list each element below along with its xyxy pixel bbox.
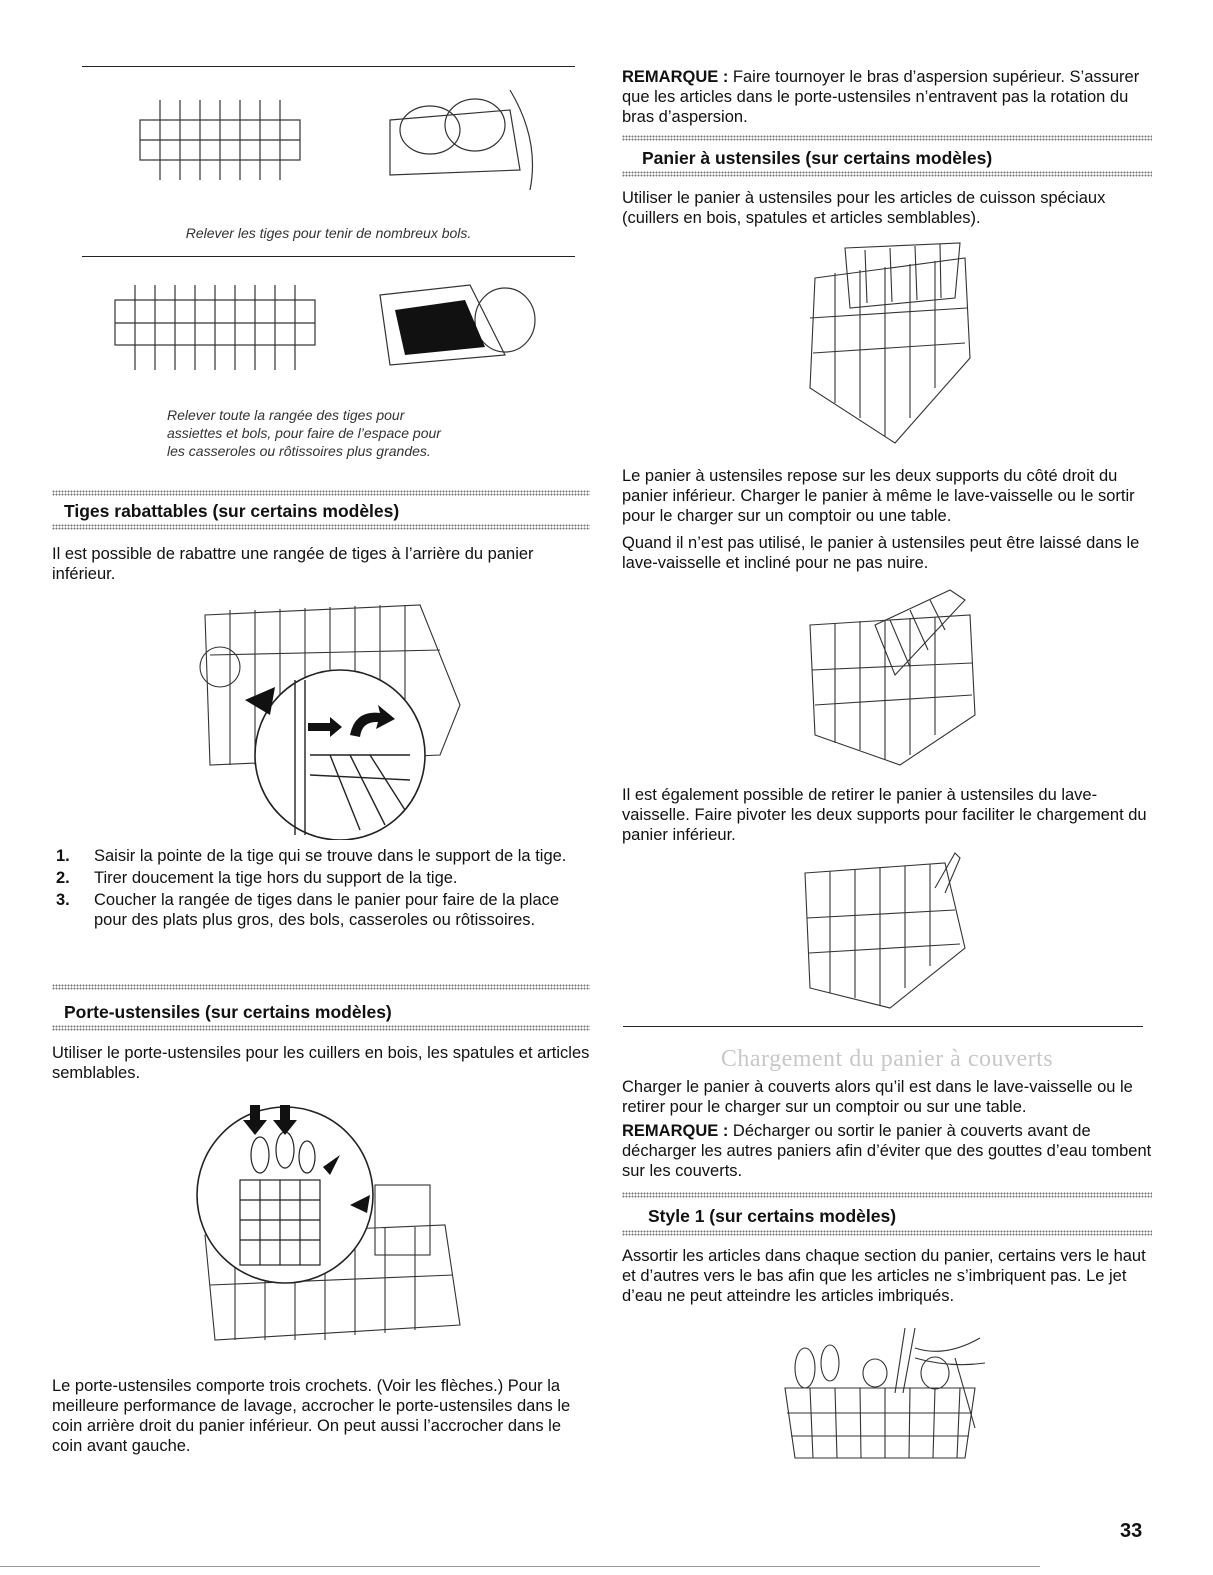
outro-porte-ustensiles: Le porte-ustensiles comporte trois crochets. (Voir les flèches.) Pour la meilleure performance de lavage, accrocher le porte-ustensiles dans le coin arrière droit du panier inférieur. On peut aussi l’accrocher dans le coin avant gauche. bbox=[52, 1377, 571, 1455]
section-title-tiges: Tiges rabattables (sur certains modèles) bbox=[64, 501, 400, 521]
step-text: Saisir la pointe de la tige qui se trouve dans le support de la tige. bbox=[94, 847, 567, 865]
step-number: 1. bbox=[56, 847, 70, 865]
step-item bbox=[56, 868, 586, 888]
section-title-porte-ustensiles: Porte-ustensiles (sur certains modèles) bbox=[64, 1002, 392, 1022]
caption-2-line-1: Relever toute la rangée des tiges pour bbox=[167, 407, 405, 423]
heading-bar-bottom-2 bbox=[52, 1025, 590, 1031]
step-item bbox=[56, 846, 586, 866]
remark-2 bbox=[622, 1121, 1152, 1181]
remark-1-text: Faire tournoyer le bras d’aspersion supérieur. S’assurer que les articles dans le porte-ustensiles n’entravent pas la rotation du bras d’aspersion. bbox=[622, 68, 1140, 126]
remark-2-text: Décharger ou sortir le panier à couverts avant de décharger les autres paniers afin d’éviter que des gouttes d’eau tombent sur les couverts. bbox=[622, 1122, 1152, 1180]
section-title-style-1: Style 1 (sur certains modèles) bbox=[648, 1206, 897, 1226]
step-text: Tirer doucement la tige hors du support de la tige. bbox=[94, 869, 458, 887]
steps-list bbox=[56, 846, 586, 932]
heading-bar-bottom-3 bbox=[622, 171, 1152, 177]
caption-2-line-2: assiettes et bols, pour faire de l’espace pour bbox=[167, 425, 441, 441]
figure-rack-full-row bbox=[110, 275, 550, 385]
step-item bbox=[56, 890, 586, 930]
caption-2-line-3: les casseroles ou rôtissoires plus grandes. bbox=[167, 443, 431, 459]
para-style-1: Assortir les articles dans chaque section du panier, certains vers le haut et d’autres vers le bas afin que les articles ne s’imbriquent pas. Le jet d’eau ne peut atteindre les articles imbriqués. bbox=[622, 1247, 1146, 1305]
figure-fold-down-tines bbox=[190, 595, 475, 840]
heading-bar-top-1 bbox=[52, 490, 590, 496]
remark-2-label: REMARQUE : bbox=[622, 1122, 729, 1140]
heading-bar-top-2 bbox=[52, 984, 590, 990]
section-rule bbox=[623, 1026, 1143, 1027]
bottom-rule bbox=[0, 1566, 1040, 1567]
remark-1 bbox=[622, 67, 1152, 127]
intro-tiges: Il est possible de rabattre une rangée de tiges à l’arrière du panier inférieur. bbox=[52, 545, 534, 583]
figure-utensil-basket-rack bbox=[795, 238, 980, 453]
figure-utensil-holder bbox=[195, 1095, 475, 1365]
para-panier-3: Quand il n’est pas utilisé, le panier à ustensiles peut être laissé dans le lave-vaisselle et incliné pour ne pas nuire. bbox=[622, 534, 1140, 572]
page-number: 33 bbox=[1120, 1520, 1143, 1542]
para-panier-4: Il est également possible de retirer le panier à ustensiles du lave-vaisselle. Faire pivoter les deux supports pour faciliter le chargement du panier inférieur. bbox=[622, 786, 1147, 844]
caption-1: Relever les tiges pour tenir de nombreux bols. bbox=[185, 225, 472, 241]
figure-rack-supports bbox=[795, 848, 980, 1013]
heading-bar-bottom-1 bbox=[52, 524, 590, 530]
section-title-panier-ustensiles: Panier à ustensiles (sur certains modèles) bbox=[642, 148, 993, 168]
top-rule-1 bbox=[82, 66, 575, 67]
para-panier-2: Le panier à ustensiles repose sur les deux supports du côté droit du panier inférieur. Charger le panier à même le lave-vaisselle ou le sortir pour le charger sur un comptoir ou une table. bbox=[622, 467, 1135, 525]
main-heading-panier-couverts: Chargement du panier à couverts bbox=[720, 1046, 1054, 1072]
step-text: Coucher la rangée de tiges dans le panier pour faire de la place pour des plats plus gros, des bols, casseroles ou rôtissoires. bbox=[94, 891, 560, 929]
step-number: 3. bbox=[56, 891, 70, 909]
figure-silverware-basket bbox=[775, 1318, 990, 1468]
heading-bar-top-3 bbox=[622, 135, 1152, 141]
top-rule-2 bbox=[82, 256, 575, 257]
para-couverts-1: Charger le panier à couverts alors qu’il est dans le lave-vaisselle ou le retirer pour le charger sur un comptoir ou sur une table. bbox=[622, 1078, 1133, 1116]
heading-bar-bottom-4 bbox=[622, 1230, 1152, 1236]
remark-1-label: REMARQUE : bbox=[622, 68, 729, 86]
step-number: 2. bbox=[56, 869, 70, 887]
caption-2 bbox=[167, 406, 527, 460]
heading-bar-top-4 bbox=[622, 1192, 1152, 1198]
figure-rack-tines-bowls bbox=[130, 80, 550, 200]
intro-porte-ustensiles: Utiliser le porte-ustensiles pour les cuillers en bois, les spatules et articles semblables. bbox=[52, 1044, 590, 1082]
intro-panier-ustensiles: Utiliser le panier à ustensiles pour les articles de cuisson spéciaux (cuillers en bois, spatules et articles semblables). bbox=[622, 189, 1106, 227]
figure-utensil-basket-tilted bbox=[800, 585, 985, 770]
